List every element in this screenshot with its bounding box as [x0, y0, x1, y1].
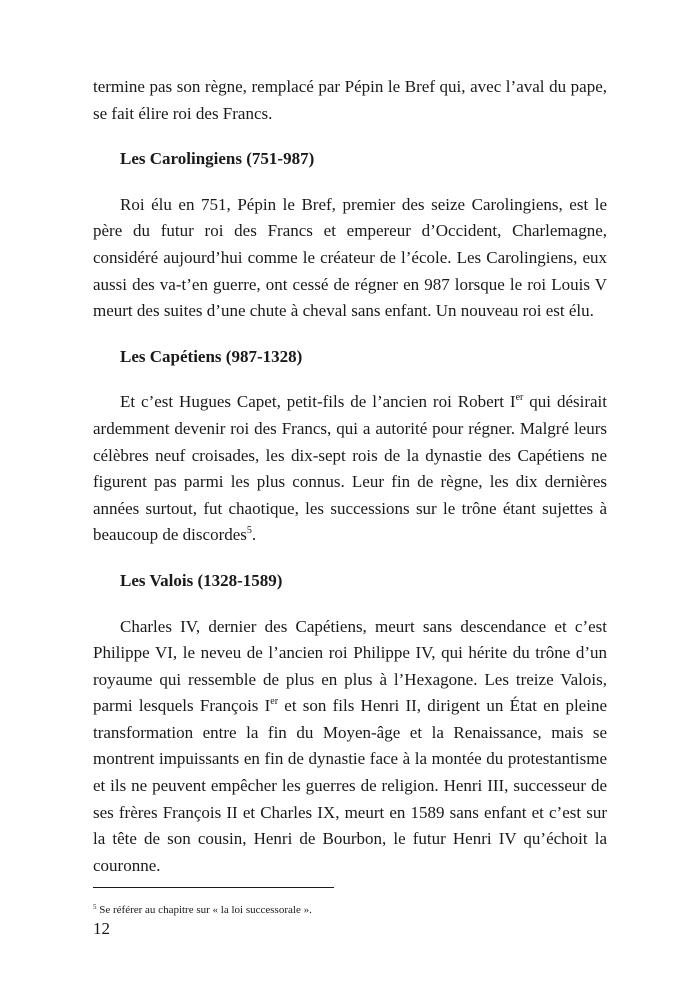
spacer: [93, 370, 607, 389]
paragraph-valois: [93, 614, 607, 880]
footnote-divider: [93, 887, 334, 888]
footnote-number: 5: [93, 903, 97, 911]
paragraph-capetiens: [93, 389, 607, 549]
heading-carolingiens: Les Carolingiens (751-987): [120, 149, 315, 169]
spacer: [93, 595, 607, 614]
spacer: [93, 549, 607, 568]
intro-paragraph: termine pas son règne, remplacé par Pépin le Bref qui, avec l’aval du pape, se fait élire roi des Francs.: [93, 77, 607, 123]
paragraph-text: et son fils Henri II, dirigent un État en pleine transformation entre la fin du Moyen-âge et la Renaissance, mais se montrent impuissants en fin de dynastie face à la montée du protestantisme et ils ne peuvent empêcher les guerres de religion. Henri III, successeur de ses frères François II et Charles IX, meurt en 1589 sans enfant et c’est sur la tête de son cousin, Henri de Bourbon, le futur Henri IV qu’échoit la couronne.: [93, 696, 607, 875]
paragraph-carolingiens: Roi élu en 751, Pépin le Bref, premier des seize Carolingiens, est le père du futur roi des Francs et empereur d’Occident, Charlemagne, considéré aujourd’hui comme le créateur de l’école. Les Carolingiens, eux aussi des va-t’en guerre, ont cessé de régner en 987 lorsque le roi Louis V meurt des suites d’une chute à cheval sans enfant. Un nouveau roi est élu.: [93, 194, 607, 321]
paragraph-text: .: [251, 525, 257, 545]
heading-valois: Les Valois (1328-1589): [120, 570, 283, 590]
superscript: er: [270, 696, 279, 708]
footnote-text: Se référer au chapitre sur « la loi successorale ».: [96, 904, 312, 916]
spacer: [93, 325, 607, 344]
footnote: [93, 903, 312, 917]
spacer: [93, 173, 607, 192]
paragraph-text: Charles IV, dernier des Capétiens, meurt sans descendance et c’est Philippe VI, le neveu de l’ancien roi Philippe IV, qui hérite du trône d’un royaume qui ressemble de plus en plus à l’Hexagone. Les treize Valois, parmi lesquels François I: [93, 616, 607, 716]
superscript: er: [515, 392, 524, 404]
paragraph-text: qui désirait ardemment devenir roi des Francs, qui a autorité pour régner. Malgré leurs célèbres neuf croisades, les dix-sept rois de la dynastie des Capétiens ne figurent pas parmi les plus connus. Leur fin de règne, les dix dernières années surtout, fut chaotique, les successions sur le trône étant sujettes à beaucoup de discordes: [93, 392, 607, 545]
paragraph-text: Et c’est Hugues Capet, petit-fils de l’ancien roi Robert I: [120, 392, 516, 412]
heading-capetiens: Les Capétiens (987-1328): [120, 346, 303, 366]
footnote-reference[interactable]: 5: [246, 525, 252, 537]
spacer: [93, 127, 607, 146]
page-body: [93, 74, 607, 879]
page-number: 12: [93, 919, 110, 938]
